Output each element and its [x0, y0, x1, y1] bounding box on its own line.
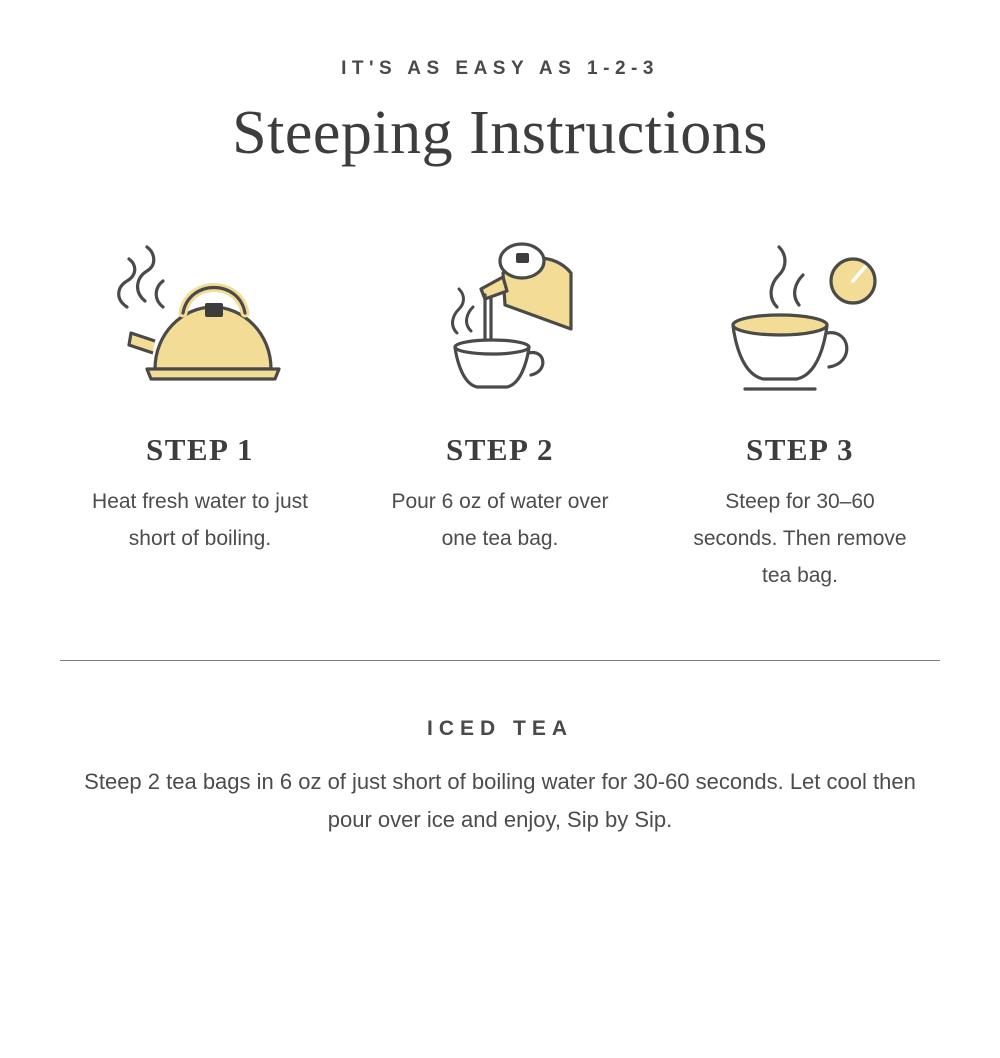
pouring-kettle-into-cup-icon	[385, 229, 615, 409]
iced-tea-body: Steep 2 tea bags in 6 oz of just short of boiling water for 30-60 seconds. Let cool then pour over ice and enjoy, Sip by Sip.	[84, 769, 916, 832]
step-3-title: STEP 3	[745, 432, 855, 467]
step-1-title: STEP 1	[145, 432, 255, 467]
step-2-title: STEP 2	[445, 432, 555, 467]
kettle-knob	[205, 303, 223, 317]
cup-handle	[529, 353, 543, 375]
step-2	[350, 224, 650, 558]
steps-row	[0, 224, 1000, 594]
iced-tea-title: ICED TEA	[426, 717, 573, 741]
steaming-cup-with-timer-icon	[685, 229, 915, 409]
step-3-illustration	[685, 224, 915, 414]
tea-surface	[733, 315, 827, 335]
kettle-spout	[129, 333, 155, 353]
cup-handle	[827, 333, 847, 367]
steaming-kettle-icon	[85, 229, 315, 409]
eyebrow-text: IT'S AS EASY AS 1-2-3	[341, 58, 659, 79]
steeping-instructions-page	[0, 58, 1000, 1058]
page-title: Steeping Instructions	[232, 99, 768, 167]
cup-rim	[455, 340, 529, 354]
step-3-description: Steep for 30–60 seconds. Then remove tea bag.	[693, 490, 907, 587]
kettle-base	[147, 369, 279, 379]
kettle-knob	[516, 253, 529, 263]
step-1-description: Heat fresh water to just short of boiling.	[92, 490, 308, 550]
step-2-description: Pour 6 oz of water over one tea bag.	[391, 490, 609, 550]
section-divider	[60, 660, 940, 661]
step-2-illustration	[385, 224, 615, 414]
step-1-illustration	[85, 224, 315, 414]
step-1	[50, 224, 350, 558]
step-3	[650, 224, 950, 594]
